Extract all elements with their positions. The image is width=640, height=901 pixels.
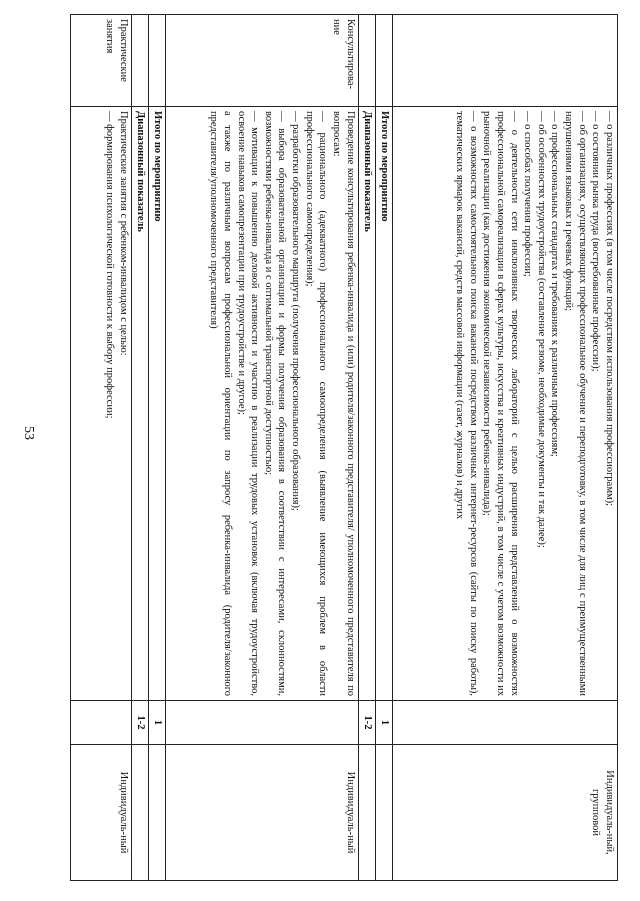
range-qty: 1-2	[131, 701, 148, 745]
table-row	[375, 15, 392, 881]
table-row	[71, 15, 132, 881]
page-number: 53	[21, 426, 36, 440]
activity-cell: Практические занятия	[71, 15, 132, 107]
list-item: а также по различным вопросам профессиональной ориентации по запросу ребенка-инвалида (родителя/законного представителя/уполномоченного представителя)	[208, 111, 233, 696]
list-item: — мотивации к повышению деловой активности и участию в реализации трудовых установок (включая трудоустройство, освоение навыков самопрезентации при трудоустройстве и другое);	[235, 111, 261, 696]
list-item: — об организациях, осуществляющих профессиональное обучение и переподготовку, в том числе для лиц с преимущественными нарушениями языковых и речевых функций;	[563, 111, 588, 696]
list-item: Проведение консультирования ребенка-инвалида и (или) родителя/законного представителя/ уполномоченного представителя по вопросам:	[331, 111, 356, 696]
table-row	[131, 15, 148, 881]
activity-cell	[393, 15, 618, 107]
range-label: Диапазонный показатель	[131, 107, 148, 701]
total-qty: 1	[149, 701, 166, 745]
list-item: — о деятельности сети инклюзивных творческих лабораторий с целью расширения представлений о возможностях профессиональной самореализации в сферах культуры, искусства и креативных индустрий, в том числе с учетом возможности их рыночной реализации (как достижения экономической независимости ребенка-инвалида);	[481, 111, 520, 696]
table-row	[358, 15, 375, 881]
total-label: Итого по мероприятию	[375, 107, 392, 701]
list-item: — выбора образовательной организации и формы получения образования в соответствии с интересами, склонностями, возможностями ребенка-инвалида и с оптимальной транспортной доступностью;	[262, 111, 288, 696]
qty-cell	[393, 701, 618, 745]
table-row	[166, 15, 358, 881]
form-cell: Индивидуаль-ный	[166, 745, 358, 881]
range-qty: 1-2	[358, 701, 375, 745]
list-item: — рационального (адекватного) профессионального самоопределения (выявление имеющихся проблем в области профессионального самоопределения);	[303, 111, 329, 696]
list-item: — о различных профессиях (в том числе посредством использования профессиограмм);	[604, 111, 615, 507]
range-label: Диапазонный показатель	[358, 107, 375, 701]
content-cell	[166, 107, 358, 701]
list-item: — о возможностях самостоятельного поиска вакансий посредством различных интернет-ресурсов (сайты по поиску работы), тематических ярмарок вакансий, средств массовой информации (газет, журналов) и других	[453, 111, 479, 696]
activities-table	[70, 14, 618, 881]
table-row	[393, 15, 618, 881]
table-row	[149, 15, 166, 881]
content-cell	[71, 107, 132, 701]
list-item: — формирования психологической готовности к выбору профессии;	[104, 111, 116, 419]
list-item: — о состоянии рынка труда (востребованные профессии);	[590, 111, 602, 372]
total-label: Итого по мероприятию	[149, 107, 166, 701]
form-cell: Индивидуаль-ный, групповой	[393, 745, 618, 881]
activity-cell: Консультирова-ние	[166, 15, 358, 107]
list-item: — о способах получения профессии;	[522, 111, 534, 277]
list-item: — об особенностях трудоустройства (составление резюме, необходимые документы и так далее);	[535, 111, 547, 548]
form-cell: Индивидуаль-ный	[71, 745, 132, 881]
content-cell	[393, 107, 618, 701]
list-item: — разработки образовательного маршрута (получения профессионального образования);	[290, 111, 302, 511]
qty-cell	[71, 701, 132, 745]
total-qty: 1	[375, 701, 392, 745]
qty-cell	[166, 701, 358, 745]
list-item: — о профессиональных стандартах и требованиях к различным профессиям;	[549, 111, 561, 457]
rotated-page-content	[70, 14, 618, 880]
list-item: Практические занятия с ребенком-инвалидом с целью:	[117, 111, 129, 356]
